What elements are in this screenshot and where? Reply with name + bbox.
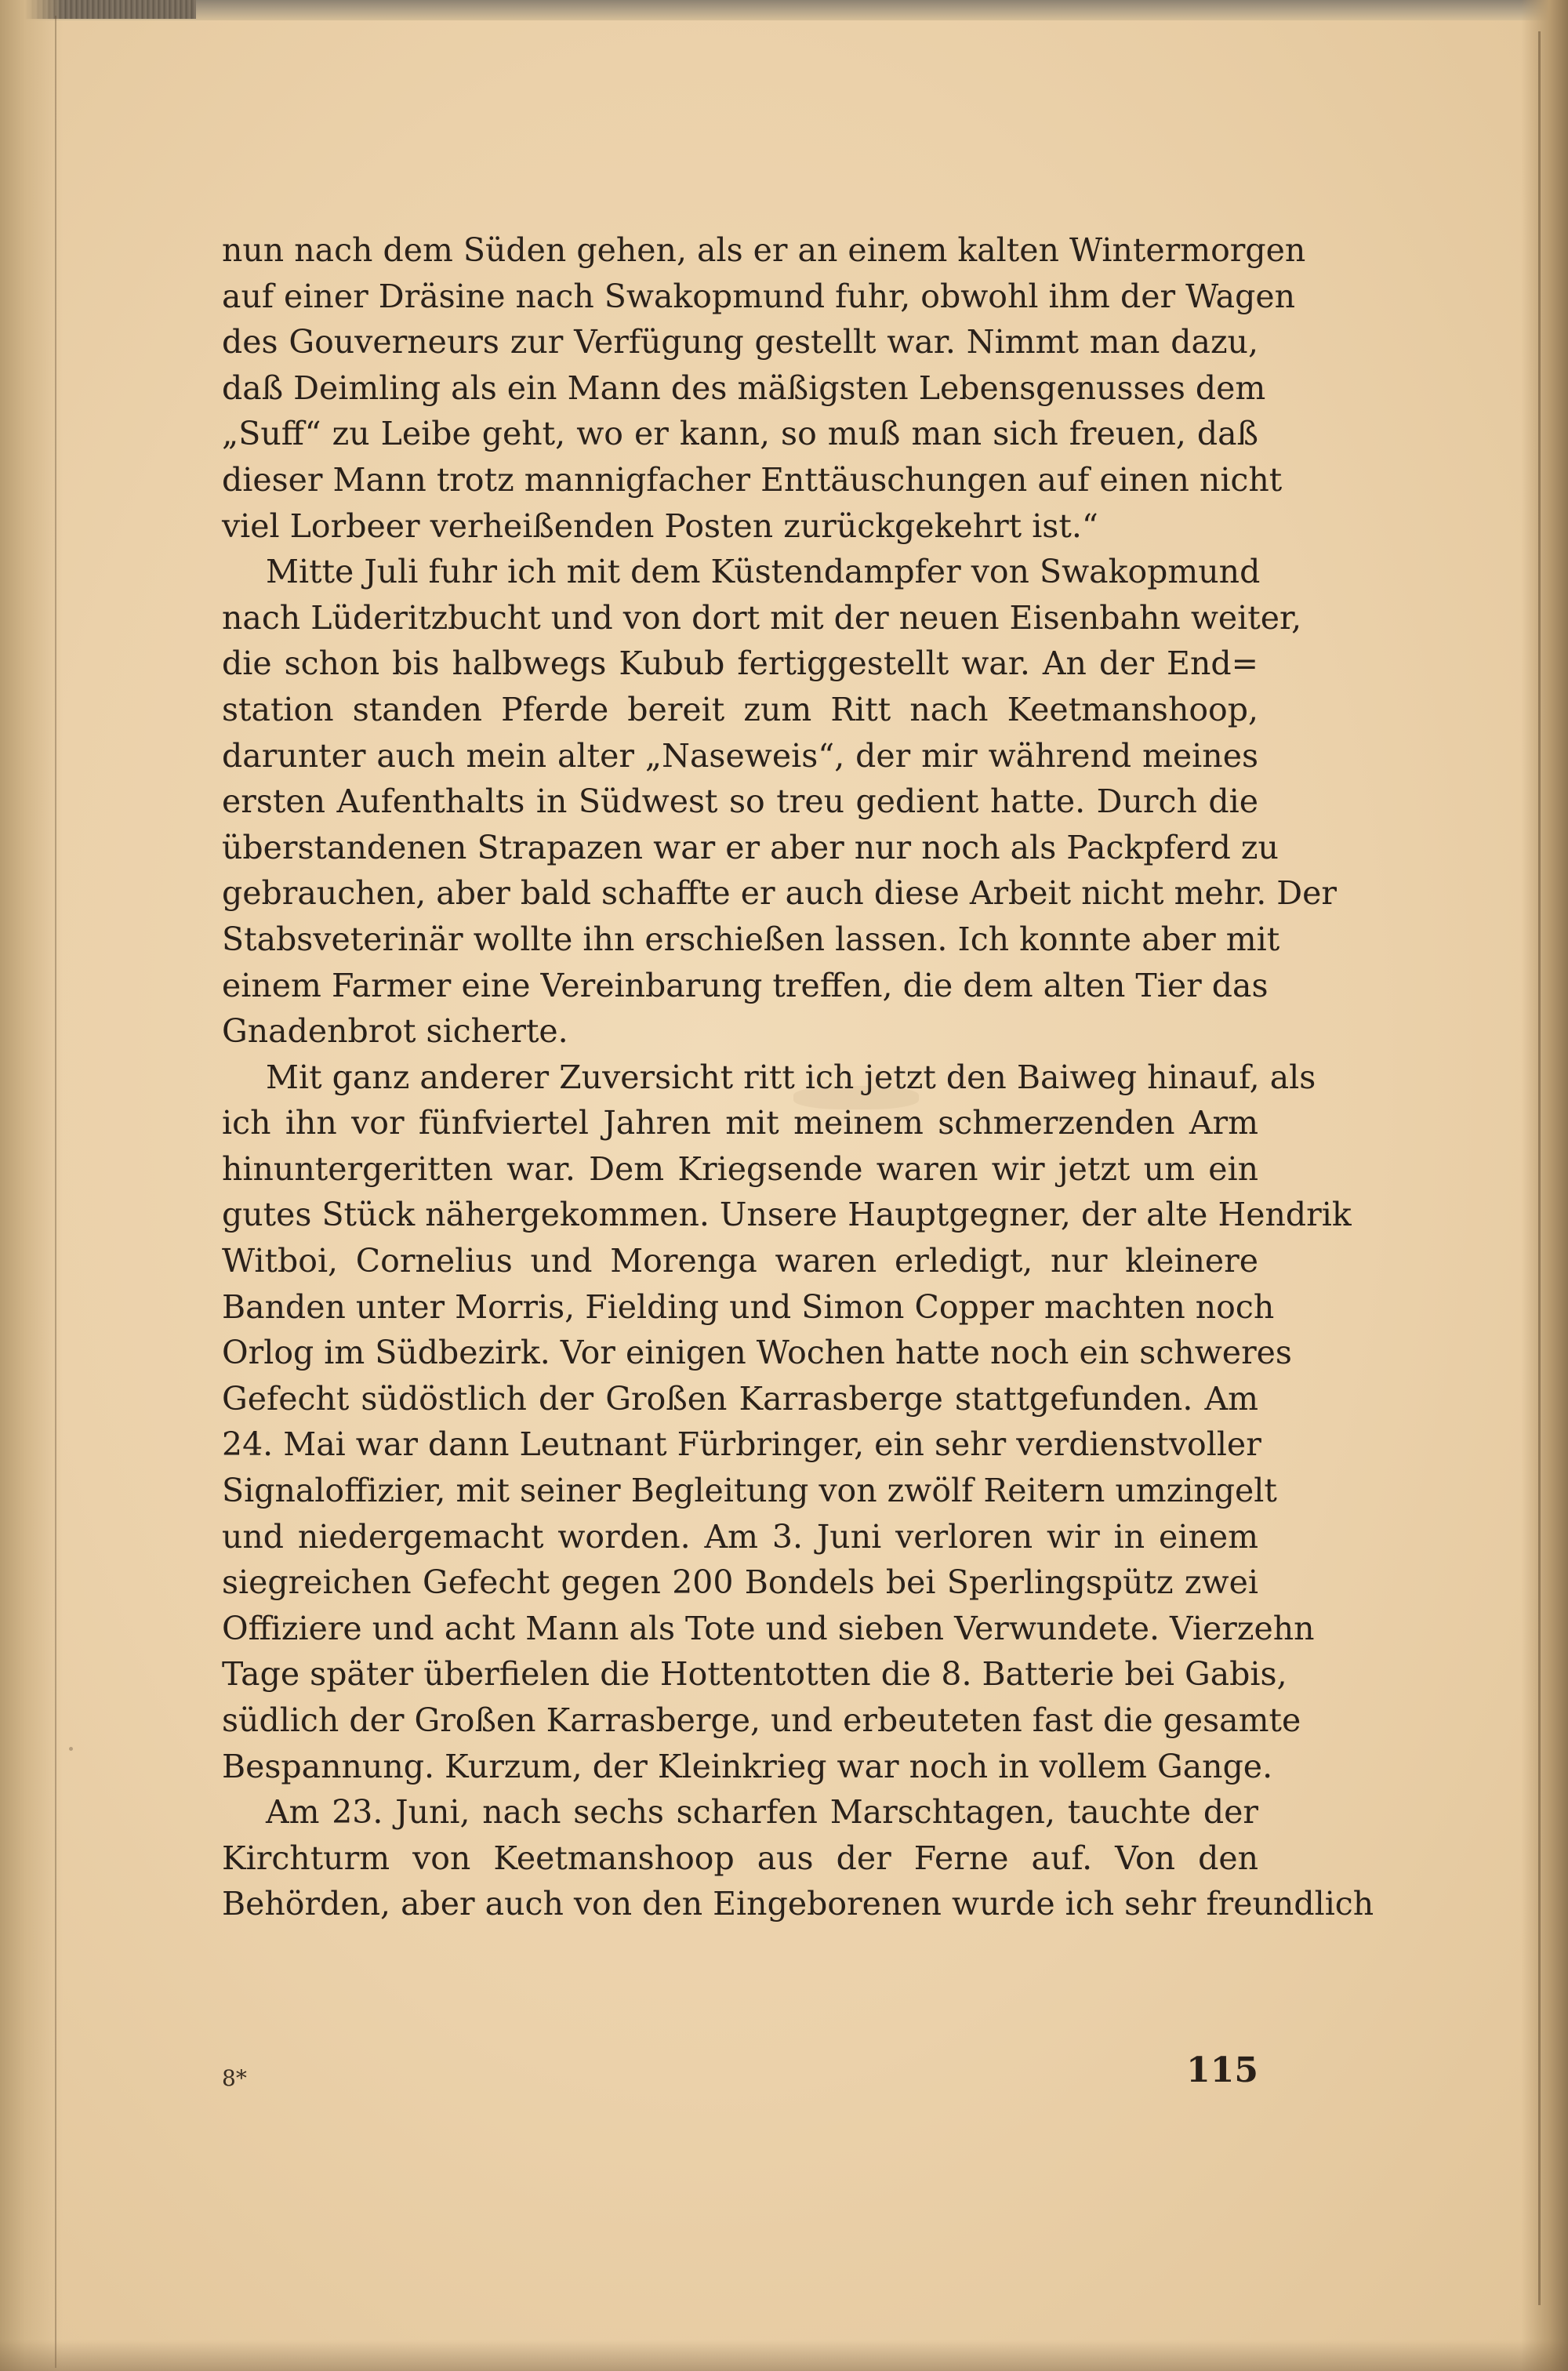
left-page-fold bbox=[0, 0, 63, 2371]
text-line: Mit ganz anderer Zuversicht ritt ich jetzt den Baiweg hinauf, als bbox=[266, 1058, 1316, 1096]
text-line: viel Lorbeer verheißenden Posten zurückgekehrt ist.“ bbox=[222, 507, 1098, 545]
text-line: Bespannung. Kurzum, der Kleinkrieg war noch in vollem Gange. bbox=[222, 1747, 1273, 1785]
text-line: ich ihn vor fünfviertel Jahren mit meinem schmerzenden Arm bbox=[222, 1104, 1258, 1142]
signature-mark: 8* bbox=[222, 2065, 247, 2091]
page-number: 115 bbox=[1186, 2050, 1258, 2090]
text-line: darunter auch mein alter „Naseweis“, der mir während meines bbox=[222, 736, 1258, 775]
text-line: 24. Mai war dann Leutnant Fürbringer, ein sehr verdienstvoller bbox=[222, 1425, 1261, 1464]
right-edge-line bbox=[1538, 31, 1541, 2305]
text-line: des Gouverneurs zur Verfügung gestellt war. Nimmt man dazu, bbox=[222, 323, 1258, 361]
text-line: ersten Aufenthalts in Südwest so treu gedient hatte. Durch die bbox=[222, 782, 1258, 821]
text-line: und niedergemacht worden. Am 3. Juni verloren wir in einem bbox=[222, 1517, 1258, 1556]
text-line: nun nach dem Süden gehen, als er an einem kalten Wintermorgen bbox=[222, 231, 1306, 269]
paper-speck bbox=[69, 1747, 73, 1751]
text-line: Mitte Juli fuhr ich mit dem Küstendampfer von Swakopmund bbox=[266, 553, 1261, 591]
left-edge-line bbox=[55, 16, 56, 2368]
top-binding-edge bbox=[0, 0, 1568, 20]
text-line: dieser Mann trotz mannigfacher Enttäuschungen auf einen nicht bbox=[222, 460, 1283, 499]
text-line: einem Farmer eine Vereinbarung treffen, die dem alten Tier das bbox=[222, 966, 1269, 1004]
text-line: Stabsveterinär wollte ihn erschießen lassen. Ich konnte aber mit bbox=[222, 920, 1280, 958]
text-line: Banden unter Morris, Fielding und Simon Copper machten noch bbox=[222, 1287, 1275, 1326]
text-line: Gnadenbrot sicherte. bbox=[222, 1012, 568, 1051]
text-line: daß Deimling als ein Mann des mäßigsten Lebensgenusses dem bbox=[222, 369, 1266, 407]
text-line: station standen Pferde bereit zum Ritt nach Keetmanshoop, bbox=[222, 690, 1258, 728]
body-text bbox=[222, 227, 1374, 1927]
text-line: Offiziere und acht Mann als Tote und sieben Verwundete. Vierzehn bbox=[222, 1609, 1315, 1647]
text-line: Signaloffizier, mit seiner Begleitung von zwölf Reitern umzingelt bbox=[222, 1472, 1277, 1510]
text-line: Tage später überfielen die Hottentotten die 8. Batterie bei Gabis, bbox=[222, 1655, 1287, 1694]
text-line: gutes Stück nähergekommen. Unsere Hauptgegner, der alte Hendrik bbox=[222, 1196, 1352, 1234]
text-line: Orlog im Südbezirk. Vor einigen Wochen hatte noch ein schweres bbox=[222, 1334, 1292, 1372]
text-line: Kirchturm von Keetmanshoop aus der Ferne auf. Von den bbox=[222, 1839, 1258, 1877]
text-line: Behörden, aber auch von den Eingeborenen wurde ich sehr freundlich bbox=[222, 1885, 1374, 1923]
text-line: nach Lüderitzbucht und von dort mit der neuen Eisenbahn weiter, bbox=[222, 598, 1302, 637]
text-line: Gefecht südöstlich der Großen Karrasberge stattgefunden. Am bbox=[222, 1379, 1258, 1418]
text-line: Witboi, Cornelius und Morenga waren erledigt, nur kleinere bbox=[222, 1242, 1258, 1280]
text-line: die schon bis halbwegs Kubub fertiggestellt war. An der End= bbox=[222, 644, 1258, 683]
text-line: auf einer Dräsine nach Swakopmund fuhr, obwohl ihm der Wagen bbox=[222, 277, 1296, 315]
text-line: gebrauchen, aber bald schaffte er auch diese Arbeit nicht mehr. Der bbox=[222, 874, 1338, 913]
right-page-edge bbox=[1521, 0, 1568, 2371]
text-line: siegreichen Gefecht gegen 200 Bondels bei Sperlingspütz zwei bbox=[222, 1563, 1258, 1602]
text-line: südlich der Großen Karrasberge, und erbeuteten fast die gesamte bbox=[222, 1701, 1301, 1739]
text-line: Am 23. Juni, nach sechs scharfen Marschtagen, tauchte der bbox=[266, 1793, 1258, 1832]
text-line: überstandenen Strapazen war er aber nur noch als Packpferd zu bbox=[222, 828, 1279, 866]
bottom-edge-shade bbox=[0, 2340, 1568, 2371]
text-line: „Suff“ zu Leibe geht, wo er kann, so muß man sich freuen, daß bbox=[222, 415, 1258, 453]
text-line: hinuntergeritten war. Dem Kriegsende waren wir jetzt um ein bbox=[222, 1149, 1258, 1188]
